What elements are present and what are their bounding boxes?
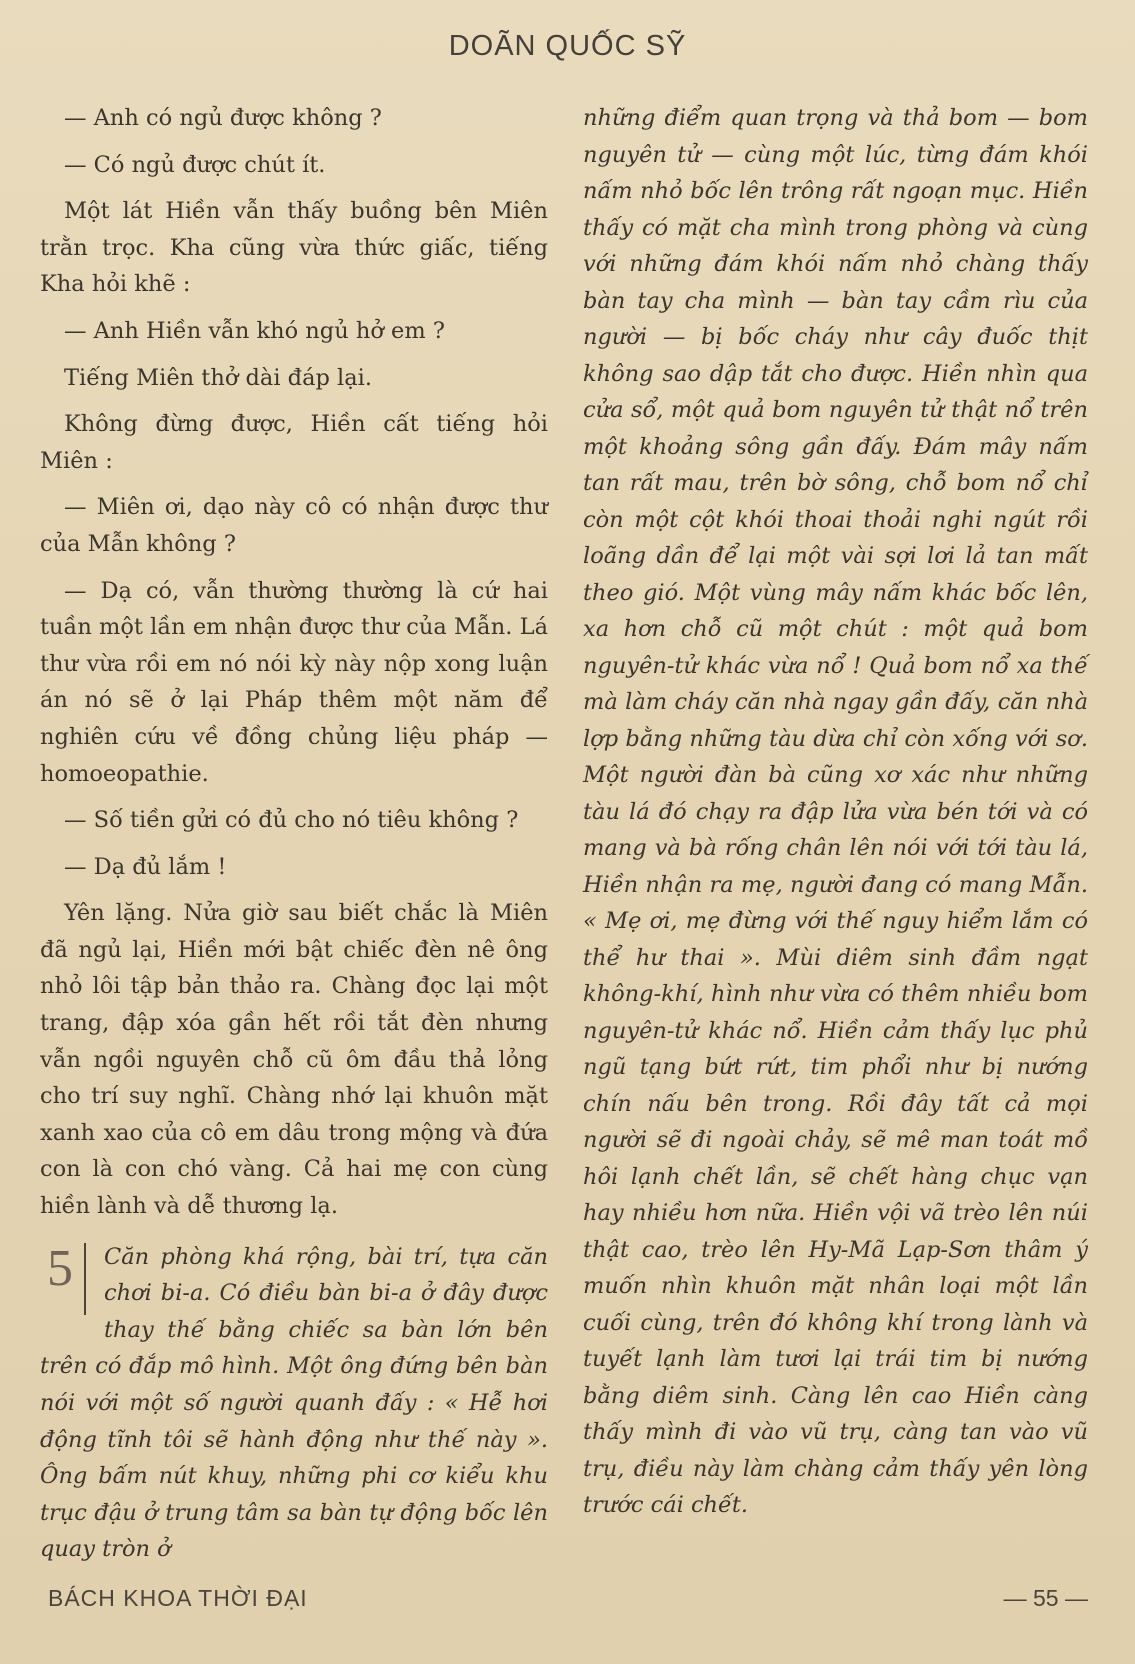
dialog-line: — Anh có ngủ được không ?: [64, 105, 382, 131]
paragraph: Yên lặng. Nửa giờ sau biết chắc là Miên đã ngủ lại, Hiền mới bật chiếc đèn nê ông nhỏ lôi tập bản thảo ra. Chàng đọc lại một trang, đập xóa gần hết rồi tắt đèn nhưng vẫn ngồi nguyên chỗ cũ ôm đầu thả lỏng cho trí suy nghĩ. Chàng nhớ lại khuôn mặt xanh xao của cô em dâu trong mộng và đứa con là con chó vàng. Cả hai mẹ con cùng hiền lành và dễ thương lạ.: [40, 900, 548, 1220]
paragraph: Một lát Hiền vẫn thấy buồng bên Miên trằn trọc. Kha cũng vừa thức giấc, tiếng Kha hỏi khẽ :: [40, 198, 548, 298]
right-column: [583, 100, 1088, 1524]
dialog-line: — Số tiền gửi có đủ cho nó tiêu không ?: [64, 807, 519, 834]
dialog-line: — Miên ơi, dạo này cô có nhận được thư của Mẫn không ?: [40, 494, 548, 557]
left-column: [40, 100, 548, 1568]
dialog-line: — Anh Hiền vẫn khó ngủ hở em ?: [64, 317, 445, 344]
running-header: DOÃN QUỐC SỸ: [448, 30, 687, 62]
dialog-line: — Dạ đủ lắm !: [64, 853, 227, 880]
publication-name: BÁCH KHOA THỜI ĐẠI: [48, 1585, 308, 1611]
page-footer: [48, 1585, 1088, 1612]
paragraph: Tiếng Miên thở dài đáp lại.: [64, 364, 373, 391]
dialog-line: — Dạ có, vẫn thường thường là cứ hai tuần một lần em nhận được thư của Mẫn. Lá thư vừa rồi em nó nói kỳ này nộp xong luận án nó sẽ ở lại Pháp thêm một năm để nghiên cứu về đồng chủng liệu pháp — homoeopathie.: [40, 577, 548, 787]
section-five: [40, 1239, 548, 1568]
dialog-line: — Có ngủ được chút ít.: [64, 151, 326, 178]
section-text: Căn phòng khá rộng, bài trí, tựa căn chơi bi-a. Có điều bàn bi-a ở đây được thay thế bằng chiếc sa bàn lớn bên trên có đắp mô hình. Một ông đứng bên bàn nói với một số người quanh đấy : « Hễ hơi động tĩnh tôi sẽ hành động như thế này ». Ông bấm nút khuy, những phi cơ kiểu khu trục đậu ở trung tâm sa bàn tự động bốc lên quay tròn ở: [40, 1243, 548, 1563]
paragraph: Không đừng được, Hiền cất tiếng hỏi Miên :: [40, 411, 548, 474]
page-number: — 55 —: [1003, 1585, 1088, 1611]
section-number: 5: [40, 1243, 86, 1315]
paragraph: những điểm quan trọng và thả bom — bom nguyên tử — cùng một lúc, từng đám khói nấm nhỏ bốc lên trông rất ngoạn mục. Hiền thấy có mặt cha mình trong phòng và cùng với những đám khói nấm nhỏ chàng thấy bàn tay cha mình — bàn tay cầm rìu của người — bị bốc cháy như cây đuốc thịt không sao dập tắt cho được. Hiền nhìn qua cửa sổ, một quả bom nguyên tử thật nổ trên một khoảng sông gần đấy. Đám mây nấm tan rất mau, trên bờ sông, chỗ bom nổ chỉ còn một cột khói thoai thoải nghi ngút rồi loãng dần để lại một vài sợi lơi lả tan mất theo gió. Một vùng mây nấm khác bốc lên, xa hơn chỗ cũ một chút : một quả bom nguyên-tử khác vừa nổ ! Quả bom nổ xa thế mà làm cháy căn nhà ngay gần đấy, căn nhà lợp bằng những tàu dừa chỉ còn xống với sơ. Một người đàn bà cũng xơ xác như những tàu lá đó chạy ra đập lửa vừa bén tới và có mang và bà rống chân lên nói với tới tàu lá, Hiền nhận ra mẹ, người đang có mang Mẫn. « Mẹ ơi, mẹ đừng với thế nguy hiểm lắm có thể hư thai ». Mùi diêm sinh đầm ngạt không-khí, hình như vừa có thêm nhiều bom nguyên-tử khác nổ. Hiền cảm thấy lục phủ ngũ tạng bứt rứt, tim phổi như bị nướng chín nấu bên trong. Rồi đây tất cả mọi người sẽ đi ngoài chảy, sẽ mê man toát mồ hôi lạnh chết lần, sẽ chết hàng chục vạn hay nhiều hơn nữa. Hiền vội vã trèo lên núi thật cao, trèo lên Hy-Mã Lạp-Sơn thâm ý muốn nhìn khuôn mặt nhân loại một lần cuối cùng, trên đó không khí trong lành và tuyết lạnh làm tươi lại trái tim bị nướng bằng diêm sinh. Càng lên cao Hiền càng thấy mình đi vào vũ trụ, càng tan vào vũ trụ, điều này làm chàng cảm thấy yên lòng trước cái chết.: [583, 105, 1088, 1518]
